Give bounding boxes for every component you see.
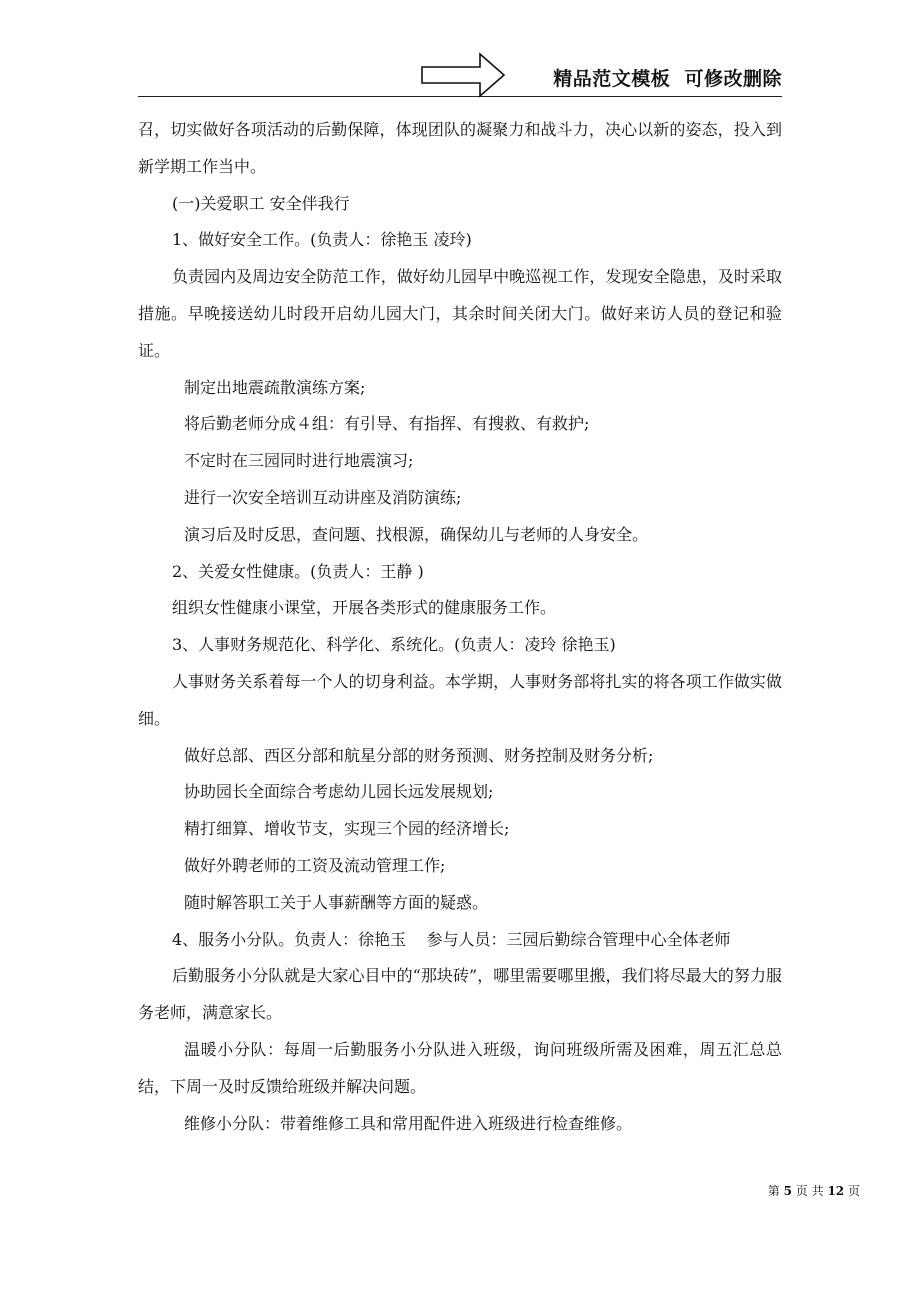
list-item: 不定时在三园同时进行地震演习;: [184, 451, 414, 471]
paragraph: 人事财务关系着每一个人的切身利益。本学期，人事财务部将扎实的将各项工作做实做细。: [138, 671, 782, 728]
paragraph: 后勤服务小分队就是大家心目中的“那块砖”，哪里需要哪里搬，我们将尽最大的努力服务老师，满意家长。: [138, 966, 782, 1023]
page-header: [138, 48, 782, 98]
footer-suffix: 页: [847, 1184, 860, 1198]
list-item: 做好外聘老师的工资及流动管理工作;: [184, 855, 446, 875]
total-page-count: 12: [827, 1184, 845, 1198]
list-item: 演习后及时反思，查问题、找根源，确保幼儿与老师的人身安全。: [184, 524, 649, 544]
list-item: 维修小分队：带着维修工具和常用配件进入班级进行检查维修。: [184, 1113, 633, 1133]
item-heading: 1、做好安全工作。(负责人：徐艳玉 凌玲): [172, 230, 472, 250]
right-arrow-outline-icon: [420, 52, 506, 98]
list-item: 将后勤老师分成４组：有引导、有指挥、有搜救、有救护;: [184, 414, 590, 434]
list-item: 制定出地震疏散演练方案;: [184, 377, 366, 397]
item-heading: 4、服务小分队。负责人：徐艳玉 参与人员：三园后勤综合管理中心全体老师: [172, 929, 731, 949]
list-item: 精打细算、增收节支，实现三个园的经济增长;: [184, 819, 510, 839]
header-title: 精品范文模板 可修改删除: [553, 68, 782, 90]
item-heading: 3、人事财务规范化、科学化、系统化。(负责人：凌玲 徐艳玉): [172, 635, 616, 655]
list-item: 进行一次安全培训互动讲座及消防演练;: [184, 487, 462, 507]
footer-prefix: 第: [767, 1184, 780, 1198]
item-heading: 2、关爱女性健康。(负责人：王静 ): [172, 561, 424, 581]
paragraph: 负责园内及周边安全防范工作，做好幼儿园早中晚巡视工作，发现安全隐患，及时采取措施。早晚接送幼儿时段开启幼儿园大门，其余时间关闭大门。做好来访人员的登记和验证。: [138, 267, 782, 360]
list-item: 温暖小分队：每周一后勤服务小分队进入班级，询问班级所需及困难，周五汇总总结，下周一及时反馈给班级并解决问题。: [138, 1039, 782, 1096]
header-divider: [138, 96, 782, 97]
paragraph: 组织女性健康小课堂，开展各类形式的健康服务工作。: [172, 598, 557, 618]
document-body: [138, 112, 782, 1142]
list-item: 协助园长全面综合考虑幼儿园长远发展规划;: [184, 782, 494, 802]
list-item: 做好总部、西区分部和航星分部的财务预测、财务控制及财务分析;: [184, 745, 654, 765]
current-page-number: 5: [783, 1184, 792, 1198]
paragraph: 召，切实做好各项活动的后勤保障，体现团队的凝聚力和战斗力，决心以新的姿态，投入到新学期工作当中。: [138, 120, 782, 176]
list-item: 随时解答职工关于人事薪酬等方面的疑惑。: [184, 892, 489, 912]
page-footer: [768, 1182, 860, 1199]
section-heading: (一)关爱职工 安全伴我行: [172, 193, 350, 213]
footer-middle: 页 共: [795, 1184, 824, 1198]
